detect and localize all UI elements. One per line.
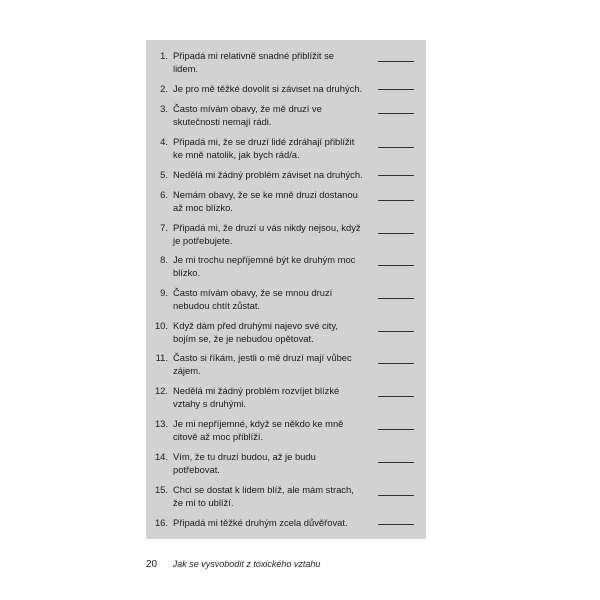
- questionnaire-panel: [146, 40, 426, 539]
- question-number: 6.: [160, 189, 168, 200]
- question-text: Často mívám obavy, že mě druzí ve skutečnosti nemají rádi.: [173, 103, 322, 127]
- answer-blank[interactable]: [378, 147, 414, 148]
- question-number: 11.: [155, 352, 168, 363]
- question-text: Připadá mi těžké druhým zcela důvěřovat.: [173, 517, 348, 528]
- question-text: Nedělá mi žádný problém záviset na druhých.: [173, 169, 363, 180]
- question-text: Když dám před druhými najevo své city, bojím se, že je nebudou opětovat.: [173, 320, 338, 344]
- question-number: 9.: [160, 287, 168, 298]
- question-number: 15.: [154, 484, 168, 495]
- question-number: 12.: [154, 385, 168, 396]
- question-text: Připadá mi, že druzí u vás nikdy nejsou, když je potřebujete.: [173, 222, 361, 246]
- answer-blank[interactable]: [378, 61, 414, 62]
- answer-blank[interactable]: [378, 298, 414, 299]
- question-text: Chci se dostat k lidem blíž, ale mám strach, že mi to ublíží.: [173, 484, 354, 508]
- page-footer: [146, 557, 320, 572]
- question-number: 13.: [154, 418, 168, 429]
- question-number: 2.: [160, 83, 168, 94]
- answer-blank[interactable]: [378, 524, 414, 525]
- question-text: Je mi nepříjemné, když se někdo ke mně citově až moc přiblíží.: [173, 418, 344, 442]
- answer-blank[interactable]: [378, 462, 414, 463]
- question-number: 3.: [160, 103, 168, 114]
- question-text: Často mívám obavy, že se mnou druzí nebudou chtít zůstat.: [173, 287, 333, 311]
- question-number: 10.: [154, 320, 168, 331]
- answer-blank[interactable]: [378, 89, 414, 90]
- answer-blank[interactable]: [378, 265, 414, 266]
- question-text: Nedělá mi žádný problém rozvíjet blízké vztahy s druhými.: [173, 385, 340, 409]
- question-number: 5.: [160, 169, 168, 180]
- answer-blank[interactable]: [378, 175, 414, 176]
- question-number: 8.: [160, 254, 168, 265]
- answer-blank[interactable]: [378, 429, 414, 430]
- question-text: Často si říkám, jestli o mě druzí mají vůbec zájem.: [173, 352, 352, 376]
- question-number: 16.: [154, 517, 168, 528]
- book-title: Jak se vysvobodit z toxického vztahu: [172, 559, 321, 569]
- answer-blank[interactable]: [378, 396, 414, 397]
- answer-blank[interactable]: [378, 233, 414, 234]
- question-number: 7.: [160, 222, 168, 233]
- answer-blank[interactable]: [378, 363, 414, 364]
- question-number: 1.: [160, 50, 168, 61]
- question-text: Nemám obavy, že se ke mně druzi dostanou až moc blízko.: [173, 189, 358, 213]
- question-text: Připadá mi relativně snadné přiblížit se lidem.: [173, 50, 335, 74]
- answer-blank[interactable]: [378, 113, 414, 114]
- question-text: Je pro mě těžké dovolit si záviset na druhých.: [173, 83, 363, 94]
- answer-blank[interactable]: [378, 200, 414, 201]
- question-text: Vím, že tu druzí budou, až je budu potřebovat.: [173, 451, 316, 475]
- question-number: 14.: [154, 451, 168, 462]
- answer-blank[interactable]: [378, 495, 414, 496]
- question-number: 4.: [160, 136, 168, 147]
- question-text: Je mi trochu nepříjemné být ke druhým moc blízko.: [173, 254, 356, 278]
- answer-blank[interactable]: [378, 331, 414, 332]
- page-number: 20: [146, 559, 158, 570]
- question-text: Připadá mi, že se druzí lidé zdráhají přiblížit ke mně natolik, jak bych rád/a.: [173, 136, 355, 160]
